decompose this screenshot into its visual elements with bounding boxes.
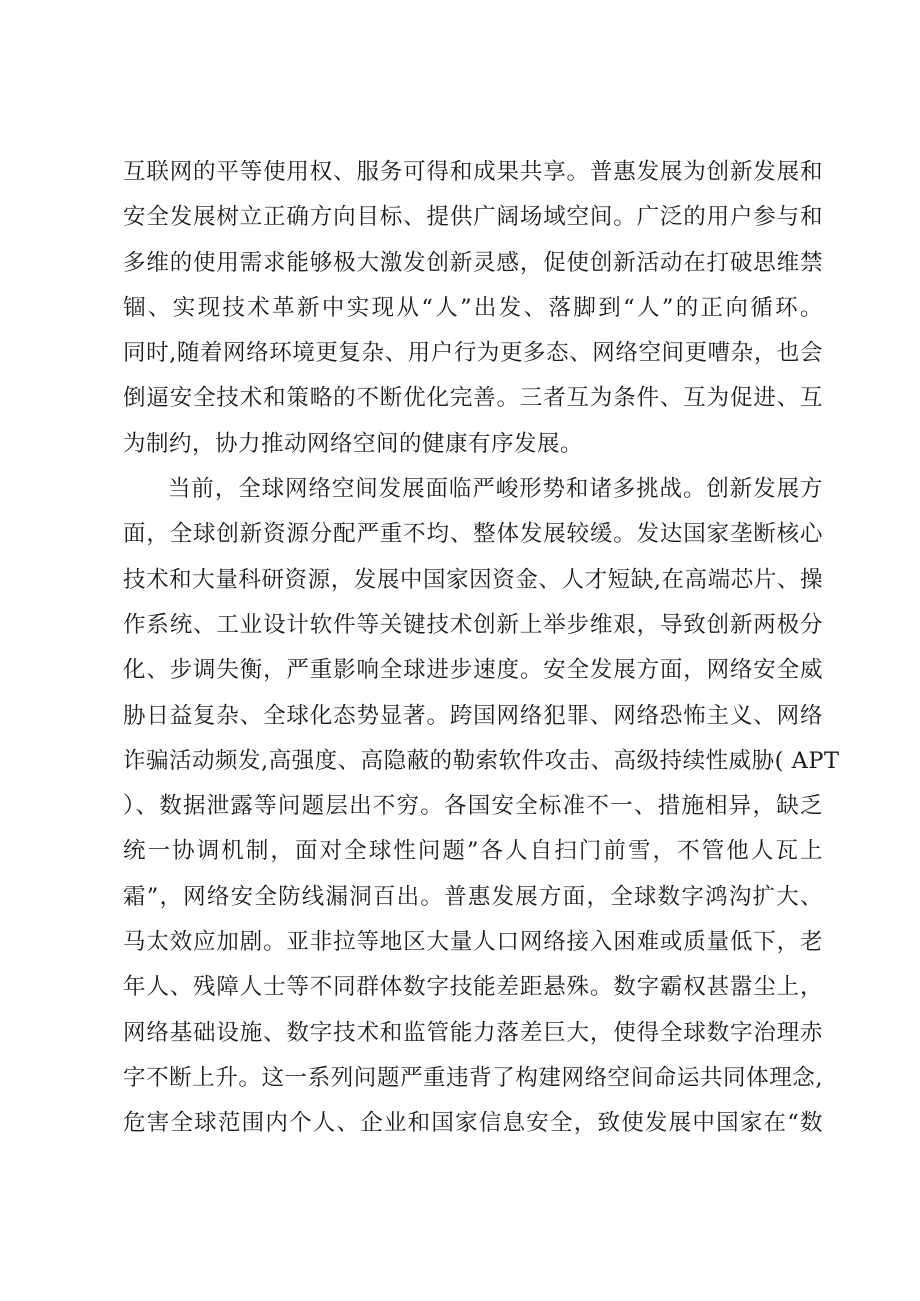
text-line: 技术和大量科研资源，发展中国家因资金、人才短缺,在高端芯片、操	[123, 566, 823, 593]
paragraph-1	[123, 150, 823, 467]
text-line: 为制约，协力推动网络空间的健康有序发展。	[123, 430, 584, 457]
text-line: 安全发展树立正确方向目标、提供广阔场域空间。广泛的用户参与和	[123, 204, 823, 231]
text-line: 统一协调机制，面对全球性问题”各人自扫门前雪，不管他人瓦上	[123, 838, 823, 865]
text-line: 字不断上升。这一系列问题严重违背了构建网络空间命运共同体理念,	[123, 1064, 823, 1091]
text-line: 同时,随着网络环境更复杂、用户行为更多态、网络空间更嘈杂，也会	[123, 340, 823, 367]
text-line: 化、步调失衡，严重影响全球进步速度。安全发展方面，网络安全威	[123, 657, 823, 684]
text-line: 互联网的平等使用权、服务可得和成果共享。普惠发展为创新发展和	[123, 159, 823, 185]
text-line: 霜”，网络安全防线漏洞百出。普惠发展方面，全球数字鸿沟扩大、	[123, 883, 823, 910]
text-line: 当前，全球网络空间发展面临严峻形势和诸多挑战。创新发展方	[168, 476, 823, 503]
text-line: 年人、残障人士等不同群体数字技能差距悬殊。数字霸权甚嚣尘上，	[123, 974, 823, 1001]
text-line: 危害全球范围内个人、企业和国家信息安全，致使发展中国家在“数	[123, 1110, 823, 1137]
text-line: 面，全球创新资源分配严重不均、整体发展较缓。发达国家垄断核心	[123, 521, 823, 548]
paragraph-2	[123, 467, 840, 1146]
body-text	[123, 150, 840, 1147]
text-line: 诈骗活动频发,高强度、高隐蔽的勒索软件攻击、高级持续性威胁( APT	[123, 747, 840, 774]
text-line: 网络基础设施、数字技术和监管能力落差巨大，使得全球数字治理赤	[123, 1019, 823, 1046]
text-line: 多维的使用需求能够极大激发创新灵感，促使创新活动在打破思维禁	[123, 249, 823, 276]
text-line: 倒逼安全技术和策略的不断优化完善。三者互为条件、互为促进、互	[123, 385, 823, 412]
text-line: 胁日益复杂、全球化态势显著。跨国网络犯罪、网络恐怖主义、网络	[123, 702, 823, 729]
text-line: 马太效应加剧。亚非拉等地区大量人口网络接入困难或质量低下，老	[123, 929, 823, 956]
text-line: ）、数据泄露等问题层出不穷。各国安全标准不一、措施相异，缺乏	[123, 793, 823, 820]
text-line: 锢、实现技术革新中实现从“人”出发、落脚到“人”的正向循环。	[123, 294, 823, 321]
text-line: 作系统、工业设计软件等关键技术创新上举步维艰，导致创新两极分	[123, 611, 823, 638]
